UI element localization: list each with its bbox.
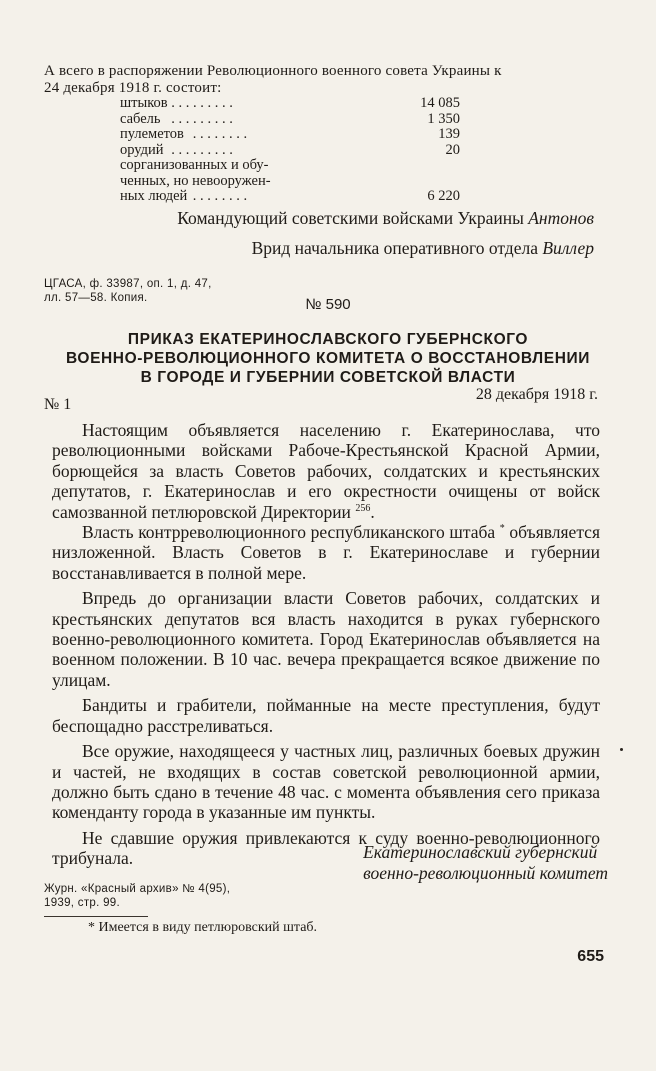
order-number: № 1 (44, 396, 72, 413)
paragraph-2: Власть контрреволюционного республиканского штаба * объявляется низложенной. Власть Советов в г. Екатеринославе и губернии восстанавливается в полной мере. (52, 522, 600, 583)
title-line-2: ВОЕННО-РЕВОЛЮЦИОННОГО КОМИТЕТА О ВОССТАНОВЛЕНИИ (66, 350, 590, 367)
publication-source-line-1: Журн. «Красный архив» № 4(95), (44, 883, 231, 895)
intro-line-1: А всего в распоряжении Революционного военного совета Украины к (44, 63, 502, 79)
paragraph-6: Не сдавшие оружия привлекаются к суду военно-революционного трибунала. (52, 827, 600, 869)
intro-text (44, 63, 594, 97)
committee-line-2: военно-революционный комитет (363, 863, 608, 883)
title-line-3: В ГОРОДЕ И ГУБЕРНИИ СОВЕТСКОЙ ВЛАСТИ (140, 369, 516, 386)
inventory-row (120, 96, 460, 112)
inventory-row (120, 158, 460, 174)
document-number: № 590 (305, 296, 351, 313)
inventory-leader-dots: . . . . . . . . (192, 126, 248, 142)
inventory-leader-dots: . . . . . . . . . (171, 110, 233, 127)
intro-line-2: 24 декабря 1918 г. состоит: (44, 80, 222, 96)
footnote-divider (44, 916, 148, 917)
inventory-label: пулеметов (120, 126, 184, 142)
publication-source (44, 883, 230, 910)
inventory-leader-dots: . . . . . . . . . (171, 95, 233, 111)
document-title (48, 330, 608, 387)
title-line-1: ПРИКАЗ ЕКАТЕРИНОСЛАВСКОГО ГУБЕРНСКОГО (127, 331, 529, 348)
inventory-label: орудий (120, 141, 164, 158)
ops-signature (252, 238, 594, 259)
committee-signature (363, 842, 608, 884)
archive-source-line-2: лл. 57—58. Копия. (44, 291, 148, 304)
inventory-row (120, 112, 460, 128)
paragraph-5: Все оружие, находящееся у частных лиц, различных боевых дружин и частей, не входящих в состав советской революционной армии, должно быть сдано в течение 48 час. с момента объявления сего приказа коменданту города в указанные им пункты. (52, 741, 600, 823)
paragraph-1: Настоящим объявляется населению г. Екатеринослава, что революционными войсками Рабоче-Крестьянской Красной Армии, борющейся за власть Советов рабочих, солдатских и крестьянских депутатов, г. Екатеринослав и его окрестности очищены от войск самозванной петлюровской Директории $^{256}$. (52, 420, 600, 522)
inventory-value: 6 220 (427, 188, 460, 204)
ops-name: Виллер (542, 238, 594, 258)
inventory-label: сорганизованных и обу- (120, 157, 269, 173)
publication-source-line-2: 1939, стр. 99. (44, 896, 120, 909)
archive-source-line-1: ЦГАСА, ф. 33987, оп. 1, д. 47, (44, 278, 212, 290)
commander-role: Командующий советскими войсками Украины (177, 208, 524, 228)
inventory-value: 1 350 (427, 110, 460, 127)
inventory-value: 14 085 (420, 95, 460, 111)
inventory-leader-dots: . . . . . . . . . (171, 141, 233, 158)
order-body (52, 420, 600, 869)
inventory-value: 20 (445, 141, 460, 158)
inventory-label: штыков (120, 95, 168, 111)
inventory-row (120, 174, 460, 190)
inventory-row (120, 127, 460, 143)
commander-signature (177, 208, 594, 229)
paragraph-4: Бандиты и грабители, пойманные на месте преступления, будут беспощадно расстреливаться. (52, 695, 600, 736)
paragraph-3: Впредь до организации власти Советов рабочих, солдатских и крестьянских депутатов вся власть находится в руках губернского военно-революционного комитета. Город Екатеринослав объявляется на военном положении. В 10 час. вечера прекращается всякое движение по улицам. (52, 588, 600, 690)
inventory-value: 139 (438, 126, 460, 142)
inventory-label: ных людей (120, 188, 188, 204)
committee-line-1: Екатеринославский губернский (363, 842, 598, 862)
footnote: * Имеется в виду петлюровский штаб. (88, 920, 318, 935)
endnote-ref: 256 (355, 502, 371, 514)
inventory-row (120, 143, 460, 159)
inventory-table (120, 96, 460, 205)
order-date: 28 декабря 1918 г. (475, 386, 598, 403)
page-number: 655 (577, 948, 604, 965)
ops-role: Врид начальника оперативного отдела (251, 238, 538, 258)
footnote-mark: * (499, 523, 505, 535)
inventory-label: ченных, но невооружен- (120, 172, 271, 189)
inventory-label: сабель (120, 110, 161, 127)
margin-mark (620, 748, 623, 751)
commander-name: Антонов (528, 208, 594, 228)
inventory-leader-dots: . . . . . . . . (192, 188, 248, 204)
inventory-row (120, 189, 460, 205)
